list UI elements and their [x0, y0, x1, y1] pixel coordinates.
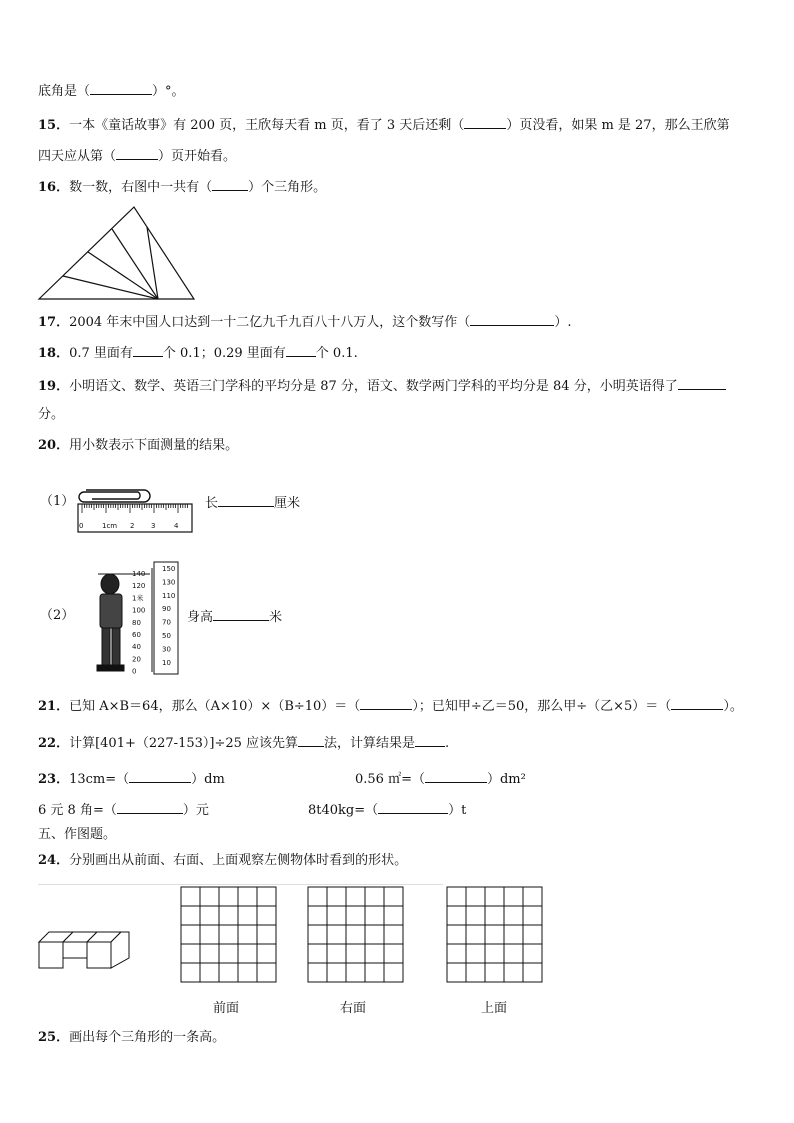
answer-blank[interactable] — [671, 697, 723, 710]
q20-part1-answer: 长 厘米 — [205, 496, 301, 511]
question-15-cont: 四天应从第（ ）页开始看。 — [38, 149, 237, 164]
answer-blank[interactable] — [464, 116, 506, 129]
grid-cell[interactable] — [181, 944, 200, 963]
grid-cell[interactable] — [384, 963, 403, 982]
question-15: 15．一本《童话故事》有 200 页，王欣每天看 m 页，看了 3 天后还剩（ ）页没看，如果 m 是 27，那么王欣第 — [38, 118, 730, 133]
boy-leg — [102, 628, 110, 666]
grid-cell[interactable] — [485, 906, 504, 925]
grid-cell[interactable] — [365, 887, 384, 906]
grid-cell[interactable] — [447, 944, 466, 963]
grid-cell[interactable] — [238, 906, 257, 925]
answer-blank[interactable] — [129, 770, 191, 783]
grid-cell[interactable] — [523, 963, 542, 982]
answer-blank[interactable] — [470, 313, 554, 326]
question-22: 22．计算[401+（227-153）]÷25 应该先算 法，计算结果是 . — [38, 736, 450, 751]
grid-cell[interactable] — [466, 887, 485, 906]
cube-face — [39, 942, 63, 968]
question-23-c: 6 元 8 角=（ ）元 — [38, 803, 209, 818]
grid-cell[interactable] — [523, 906, 542, 925]
grid-cell[interactable] — [466, 963, 485, 982]
right-scale-label: 30 — [162, 645, 171, 654]
label-right: 右面 — [340, 1001, 367, 1016]
boy-head — [101, 574, 119, 594]
grid-cell[interactable] — [365, 906, 384, 925]
question-20: 20．用小数表示下面测量的结果。 — [38, 438, 239, 453]
question-19: 19．小明语文、数学、英语三门学科的平均分是 87 分，语文、数学两门学科的平均分是 84 分，小明英语得了 — [38, 377, 726, 395]
answer-blank[interactable] — [415, 734, 445, 747]
question-19-cont: 分。 — [38, 407, 65, 422]
grid-cell[interactable] — [238, 944, 257, 963]
grid-cell[interactable] — [504, 925, 523, 944]
grid-cell[interactable] — [238, 887, 257, 906]
grid-cell[interactable] — [257, 887, 276, 906]
answer-blank[interactable] — [425, 770, 487, 783]
grid-cell[interactable] — [447, 963, 466, 982]
ruler-label: 1cm — [102, 522, 118, 530]
answer-blank[interactable] — [286, 344, 316, 357]
height-measure-figure — [92, 560, 184, 678]
grid-cell[interactable] — [346, 963, 365, 982]
boy-shoe — [111, 665, 124, 671]
answer-blank[interactable] — [678, 377, 726, 390]
grid-cell[interactable] — [504, 963, 523, 982]
grid-cell[interactable] — [257, 963, 276, 982]
grid-cell[interactable] — [308, 925, 327, 944]
ruler-label: 0 — [79, 522, 84, 530]
grid-cell[interactable] — [523, 944, 542, 963]
cube-face — [87, 942, 111, 968]
grid-cell[interactable] — [181, 963, 200, 982]
question-23-d: 8t40kg=（ ）t — [308, 803, 467, 818]
grid-cell[interactable] — [308, 944, 327, 963]
ruler-label: 4 — [174, 522, 179, 530]
left-scale-label: 100 — [132, 606, 146, 615]
answer-blank[interactable] — [218, 494, 274, 507]
paperclip-ruler-figure — [76, 484, 198, 536]
grid-cell[interactable] — [466, 906, 485, 925]
ruler-label: 3 — [151, 522, 156, 530]
grid-cell[interactable] — [257, 925, 276, 944]
boy-leg — [112, 628, 120, 666]
boy-body — [100, 594, 122, 628]
divider — [38, 884, 443, 885]
left-scale-label: 40 — [132, 643, 141, 652]
grid-cell[interactable] — [257, 906, 276, 925]
answer-blank[interactable] — [116, 147, 158, 160]
left-scale-label: 20 — [132, 655, 141, 664]
answer-blank[interactable] — [117, 801, 183, 814]
inner-line — [112, 229, 158, 299]
grid-cell[interactable] — [219, 944, 238, 963]
grid-cell[interactable] — [365, 925, 384, 944]
left-scale-label: 120 — [132, 582, 146, 591]
grid-cell[interactable] — [466, 944, 485, 963]
question-23-b: 0.56 ㎡=（ ）dm² — [355, 772, 526, 787]
grid-cell[interactable] — [523, 925, 542, 944]
grid-cell[interactable] — [327, 944, 346, 963]
q20-part2-answer: 身高 米 — [187, 610, 283, 625]
left-scale-label: 0 — [132, 667, 137, 676]
inner-line — [147, 227, 158, 299]
cube-object-figure — [37, 924, 133, 974]
grid-cell[interactable] — [447, 906, 466, 925]
answer-blank[interactable] — [360, 697, 412, 710]
grid-cell[interactable] — [327, 887, 346, 906]
grid-cell[interactable] — [504, 944, 523, 963]
grid-cell[interactable] — [485, 963, 504, 982]
grid-cell[interactable] — [200, 944, 219, 963]
grid-cell[interactable] — [365, 944, 384, 963]
grid-cell[interactable] — [181, 925, 200, 944]
right-scale-label: 70 — [162, 618, 171, 627]
grid-cell[interactable] — [181, 887, 200, 906]
grid-cell[interactable] — [219, 887, 238, 906]
grid-cell[interactable] — [346, 906, 365, 925]
left-scale-label: 1米 — [132, 594, 144, 603]
inner-line — [63, 276, 158, 299]
grid-cell[interactable] — [384, 944, 403, 963]
grid-cell[interactable] — [346, 944, 365, 963]
grid-cell[interactable] — [308, 963, 327, 982]
right-scale-label: 130 — [162, 578, 176, 587]
left-scale-label: 80 — [132, 618, 141, 627]
q20-part1-index: （1） — [40, 494, 75, 509]
grid-cell[interactable] — [523, 887, 542, 906]
grid-cell[interactable] — [200, 925, 219, 944]
grid-cell[interactable] — [327, 925, 346, 944]
grid-front[interactable] — [180, 886, 278, 986]
q20-part2-index: （2） — [40, 608, 75, 623]
grid-cell[interactable] — [327, 906, 346, 925]
question-18: 18．0.7 里面有 个 0.1；0.29 里面有 个 0.1. — [38, 346, 358, 361]
grid-cell[interactable] — [485, 925, 504, 944]
answer-blank[interactable] — [213, 608, 269, 621]
label-front: 前面 — [213, 1001, 240, 1016]
triangle-figure — [36, 203, 198, 301]
grid-cell[interactable] — [504, 887, 523, 906]
question-17: 17．2004 年末中国人口达到一十二亿九千九百八十八万人，这个数写作（ ）. — [38, 315, 572, 330]
grid-cell[interactable] — [485, 887, 504, 906]
right-scale-label: 10 — [162, 658, 171, 667]
grid-top[interactable] — [446, 886, 544, 986]
grid-cell[interactable] — [327, 963, 346, 982]
paperclip-icon — [79, 490, 150, 502]
ruler-label: 2 — [130, 522, 135, 530]
question-25: 25．画出每个三角形的一条高。 — [38, 1030, 226, 1045]
inner-line — [88, 252, 158, 299]
boy-shoe — [97, 665, 111, 671]
answer-blank[interactable] — [298, 734, 324, 747]
grid-cell[interactable] — [466, 925, 485, 944]
grid-cell[interactable] — [485, 944, 504, 963]
grid-cell[interactable] — [504, 906, 523, 925]
question-16: 16．数一数，右图中一共有（ ）个三角形。 — [38, 180, 327, 195]
right-scale-label: 50 — [162, 632, 171, 640]
grid-cell[interactable] — [257, 944, 276, 963]
grid-cell[interactable] — [384, 925, 403, 944]
left-scale-label: 140 — [132, 570, 146, 578]
grid-cell[interactable] — [200, 887, 219, 906]
outer-triangle — [39, 207, 194, 299]
left-scale-label: 60 — [132, 631, 141, 639]
grid-cell[interactable] — [200, 963, 219, 982]
grid-cell[interactable] — [447, 887, 466, 906]
grid-cell[interactable] — [365, 963, 384, 982]
grid-cell[interactable] — [200, 906, 219, 925]
label-top: 上面 — [481, 1001, 508, 1016]
q14-tail: 底角是（ ）°。 — [38, 84, 185, 99]
grid-cell[interactable] — [219, 906, 238, 925]
answer-blank[interactable] — [90, 82, 152, 95]
question-24: 24．分别画出从前面、右面、上面观察左侧物体时看到的形状。 — [38, 853, 408, 868]
grid-cell[interactable] — [447, 925, 466, 944]
grid-cell[interactable] — [238, 963, 257, 982]
grid-cell[interactable] — [384, 887, 403, 906]
answer-blank[interactable] — [378, 801, 448, 814]
question-23: 23．13cm=（ ）dm — [38, 772, 225, 787]
grid-cell[interactable] — [346, 925, 365, 944]
section-5-title: 五、作图题。 — [38, 827, 117, 842]
grid-cell[interactable] — [384, 906, 403, 925]
grid-cell[interactable] — [308, 906, 327, 925]
question-21: 21．已知 A×B＝64，那么（A×10）×（B÷10）＝（ ）；已知甲÷乙＝50，那么甲÷（乙×5）＝（ ）。 — [38, 699, 743, 714]
right-scale-label: 150 — [162, 565, 176, 573]
grid-cell[interactable] — [219, 925, 238, 944]
right-scale-label: 110 — [162, 591, 176, 600]
grid-cell[interactable] — [181, 906, 200, 925]
grid-cell[interactable] — [308, 887, 327, 906]
answer-blank[interactable] — [133, 344, 163, 357]
grid-cell[interactable] — [238, 925, 257, 944]
grid-cell[interactable] — [346, 887, 365, 906]
grid-cell[interactable] — [219, 963, 238, 982]
answer-blank[interactable] — [212, 178, 248, 191]
right-scale-label: 90 — [162, 605, 171, 614]
grid-right[interactable] — [307, 886, 405, 986]
